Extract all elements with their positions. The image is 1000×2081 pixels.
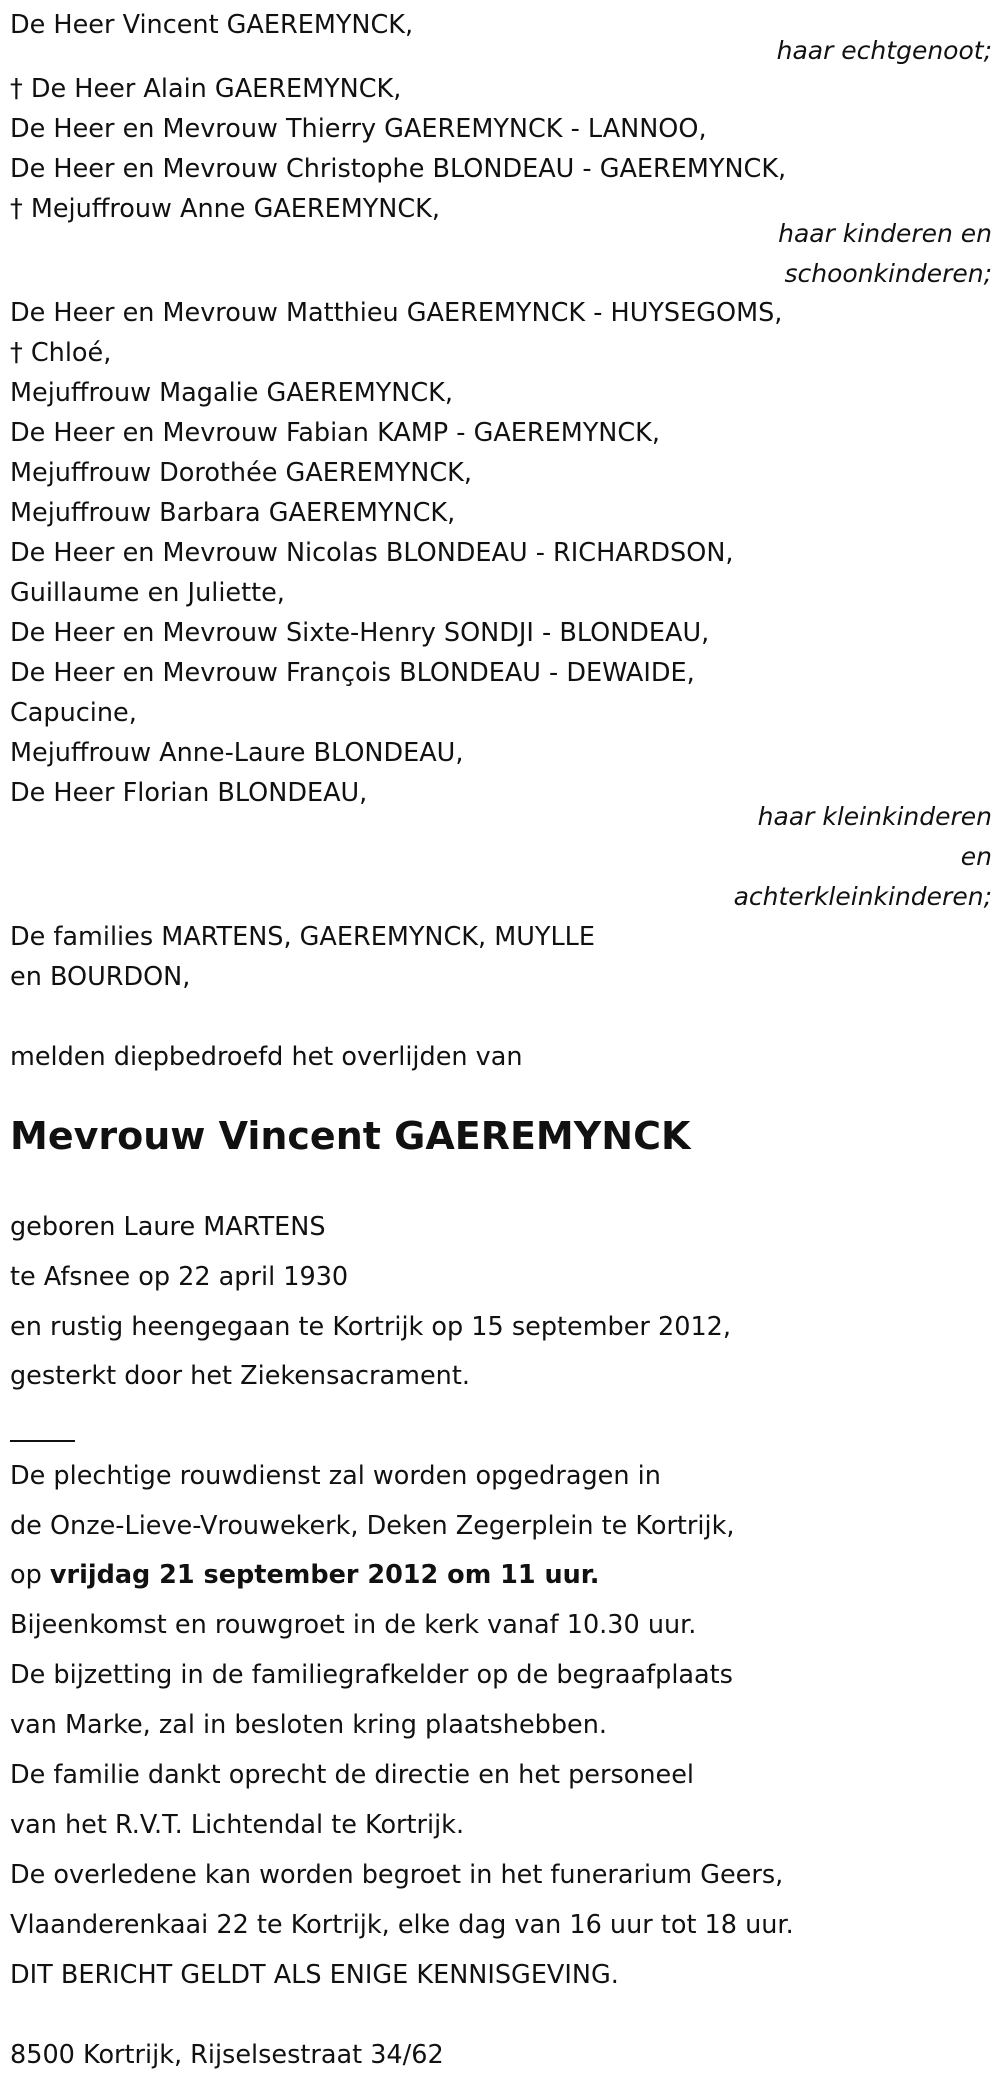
section-divider bbox=[10, 1440, 75, 1442]
child-line: De Heer en Mevrouw Christophe BLONDEAU - GAEREMYNCK, bbox=[10, 154, 787, 184]
bio-line: en rustig heengegaan te Kortrijk op 15 september 2012, bbox=[10, 1312, 731, 1342]
children-relation-label: haar kinderen en bbox=[778, 219, 992, 248]
deceased-name: Mevrouw Vincent GAEREMYNCK bbox=[10, 1114, 691, 1158]
spouse-line: De Heer Vincent GAEREMYNCK, bbox=[10, 10, 414, 40]
ceremony-date-line bbox=[10, 1560, 599, 1590]
spouse-relation-label: haar echtgenoot; bbox=[776, 36, 992, 65]
bio-line: te Afsnee op 22 april 1930 bbox=[10, 1262, 349, 1292]
grandchild-line: De Heer en Mevrouw François BLONDEAU - DEWAIDE, bbox=[10, 658, 695, 688]
grandchild-line: Mejuffrouw Barbara GAEREMYNCK, bbox=[10, 498, 456, 528]
child-line: † Mejuffrouw Anne GAEREMYNCK, bbox=[10, 194, 441, 224]
grandchild-line: De Heer en Mevrouw Sixte-Henry SONDJI - BLONDEAU, bbox=[10, 618, 710, 648]
grandchild-line: † Chloé, bbox=[10, 338, 112, 368]
ceremony-line: De overledene kan worden begroet in het funerarium Geers, bbox=[10, 1860, 784, 1890]
ceremony-line: van Marke, zal in besloten kring plaatshebben. bbox=[10, 1710, 607, 1740]
grandchild-line: De Heer en Mevrouw Nicolas BLONDEAU - RICHARDSON, bbox=[10, 538, 734, 568]
ceremony-date-prefix: op bbox=[10, 1560, 42, 1590]
ceremony-line: Vlaanderenkaai 22 te Kortrijk, elke dag van 16 uur tot 18 uur. bbox=[10, 1910, 794, 1940]
address-line: 8500 Kortrijk, Rijselsestraat 34/62 bbox=[10, 2040, 444, 2070]
child-line: De Heer en Mevrouw Thierry GAEREMYNCK - LANNOO, bbox=[10, 114, 707, 144]
ceremony-line: de Onze-Lieve-Vrouwekerk, Deken Zegerplein te Kortrijk, bbox=[10, 1511, 735, 1541]
children-relation-label: schoonkinderen; bbox=[784, 259, 992, 288]
grandchildren-relation-label: achterkleinkinderen; bbox=[733, 882, 992, 911]
ceremony-line: De bijzetting in de familiegrafkelder op de begraafplaats bbox=[10, 1660, 733, 1690]
child-line: † De Heer Alain GAEREMYNCK, bbox=[10, 74, 402, 104]
grandchild-line: De Heer en Mevrouw Fabian KAMP - GAEREMYNCK, bbox=[10, 418, 661, 448]
ceremony-line: Bijeenkomst en rouwgroet in de kerk vanaf 10.30 uur. bbox=[10, 1610, 697, 1640]
grandchild-line: Capucine, bbox=[10, 698, 137, 728]
announce-line: melden diepbedroefd het overlijden van bbox=[10, 1042, 523, 1072]
ceremony-line: van het R.V.T. Lichtendal te Kortrijk. bbox=[10, 1810, 465, 1840]
grandchild-line: De Heer Florian BLONDEAU, bbox=[10, 778, 368, 808]
grandchild-line: Mejuffrouw Anne-Laure BLONDEAU, bbox=[10, 738, 464, 768]
ceremony-line: DIT BERICHT GELDT ALS ENIGE KENNISGEVING. bbox=[10, 1960, 619, 1990]
ceremony-line: De plechtige rouwdienst zal worden opgedragen in bbox=[10, 1461, 661, 1491]
bio-line: gesterkt door het Ziekensacrament. bbox=[10, 1361, 470, 1391]
grandchild-line: Mejuffrouw Dorothée GAEREMYNCK, bbox=[10, 458, 472, 488]
ceremony-date: vrijdag 21 september 2012 om 11 uur. bbox=[49, 1560, 600, 1590]
bio-line: geboren Laure MARTENS bbox=[10, 1212, 326, 1242]
grandchild-line: Guillaume en Juliette, bbox=[10, 578, 285, 608]
families-line: en BOURDON, bbox=[10, 962, 191, 992]
grandchild-line: Mejuffrouw Magalie GAEREMYNCK, bbox=[10, 378, 453, 408]
grandchildren-relation-label: en bbox=[960, 842, 992, 871]
grandchild-line: De Heer en Mevrouw Matthieu GAEREMYNCK - HUYSEGOMS, bbox=[10, 298, 783, 328]
grandchildren-relation-label: haar kleinkinderen bbox=[757, 802, 992, 831]
families-line: De families MARTENS, GAEREMYNCK, MUYLLE bbox=[10, 922, 595, 952]
ceremony-line: De familie dankt oprecht de directie en het personeel bbox=[10, 1760, 694, 1790]
